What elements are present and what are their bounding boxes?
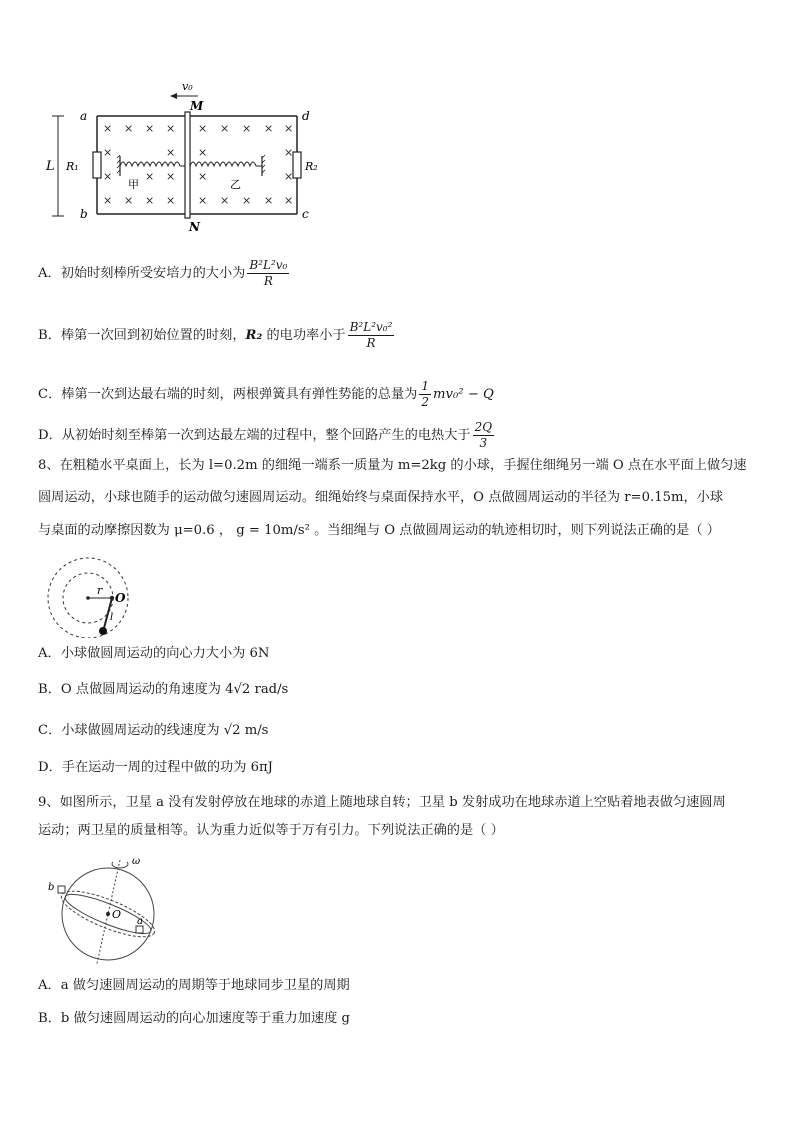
q9-stem-line2: 运动；两卫星的质量相等。认为重力近似等于万有引力。下列说法正确的是（ ） xyxy=(38,823,504,838)
q9-option-b: B．b 做匀速圆周运动的向心加速度等于重力加速度 g xyxy=(38,1011,350,1026)
spring-jia xyxy=(120,162,185,166)
circuit-figure xyxy=(40,76,330,236)
svg-text:×: × xyxy=(284,146,294,159)
svg-text:×: × xyxy=(103,122,113,135)
svg-text:b: b xyxy=(48,882,55,893)
svg-text:M: M xyxy=(190,99,204,113)
svg-text:×: × xyxy=(264,194,274,207)
ball xyxy=(99,627,107,635)
svg-text:O: O xyxy=(115,591,126,605)
svg-text:×: × xyxy=(264,122,274,135)
svg-text:l: l xyxy=(110,612,114,623)
satellite-b xyxy=(58,886,65,893)
svg-text:×: × xyxy=(166,146,176,159)
svg-text:r: r xyxy=(97,584,103,597)
svg-text:×: × xyxy=(284,194,294,207)
q8-stem-line2: 圆周运动，小球也随手的运动做匀速圆周运动。细绳始终与桌面保持水平，O 点做圆周运动的半径为 r=0.15m，小球 xyxy=(38,490,724,505)
svg-text:×: × xyxy=(198,194,208,207)
rod-mn xyxy=(185,112,190,218)
svg-text:×: × xyxy=(166,194,176,207)
q9-option-a: A．a 做匀速圆周运动的周期等于地球同步卫星的周期 xyxy=(38,978,350,993)
svg-text:×: × xyxy=(220,194,230,207)
svg-text:R₂: R₂ xyxy=(305,160,318,173)
svg-text:×: × xyxy=(242,194,252,207)
svg-text:a: a xyxy=(137,916,143,927)
svg-text:d: d xyxy=(302,109,310,123)
svg-text:×: × xyxy=(198,122,208,135)
resistor-r2 xyxy=(293,152,301,178)
q8-option-b: B．O 点做圆周运动的角速度为 4√2 rad/s xyxy=(38,682,289,697)
svg-text:×: × xyxy=(166,122,176,135)
q7-option-a: A．初始时刻棒所受安培力的大小为 $\frac{\text{B²L²v₀}}{R}$ xyxy=(38,258,288,288)
svg-text:×: × xyxy=(124,194,134,207)
svg-text:×: × xyxy=(198,146,208,159)
svg-text:甲: 甲 xyxy=(128,178,139,191)
label-L: L xyxy=(46,159,55,174)
svg-text:×: × xyxy=(284,170,294,183)
svg-text:O: O xyxy=(112,908,122,921)
q7-option-c: C．棒第一次到达最右端的时刻，两根弹簧具有弹性势能的总量为 $\frac{1}{2}$ mv₀² − Q xyxy=(38,379,494,409)
q9-stem-line1: 9、如图所示，卫星 a 没有发射停放在地球的赤道上随地球自转；卫星 b 发射成功在地球赤道上空贴着地表做匀速圆周 xyxy=(38,795,726,810)
q8-stem-line3: 与桌面的动摩擦因数为 μ=0.6 ， g = 10m/s² 。当细绳与 O 点做圆周运动的轨迹相切时，则下列说法正确的是（ ） xyxy=(38,523,720,538)
svg-text:×: × xyxy=(124,122,134,135)
q7-option-d: D．从初始时刻至棒第一次到达最左端的过程中，整个回路产生的电热大于 $\frac{2Q}{3}$ xyxy=(38,420,493,450)
svg-text:×: × xyxy=(145,194,155,207)
svg-text:×: × xyxy=(103,170,113,183)
svg-text:b: b xyxy=(80,207,88,221)
svg-text:×: × xyxy=(103,194,113,207)
q8-stem-line1: 8、在粗糙水平桌面上，长为 l=0.2m 的细绳一端系一质量为 m=2kg 的小球，手握住细绳另一端 O 点在水平面上做匀速 xyxy=(38,458,747,473)
svg-text:×: × xyxy=(220,122,230,135)
resistor-r1 xyxy=(93,152,101,178)
svg-text:×: × xyxy=(198,170,208,183)
svg-text:N: N xyxy=(189,220,200,234)
svg-text:v₀: v₀ xyxy=(182,80,193,93)
q8-circle-figure xyxy=(42,554,132,638)
q8-option-c: C．小球做圆周运动的线速度为 √2 m/s xyxy=(38,723,269,738)
q8-option-d: D．手在运动一周的过程中做的功为 6πJ xyxy=(38,760,273,775)
q9-earth-figure xyxy=(40,852,170,964)
svg-text:×: × xyxy=(166,170,176,183)
q8-option-a: A．小球做圆周运动的向心力大小为 6N xyxy=(38,646,270,661)
svg-text:乙: 乙 xyxy=(230,178,241,191)
svg-text:a: a xyxy=(80,109,88,123)
svg-text:×: × xyxy=(145,122,155,135)
q7-option-b: B．棒第一次回到初始位置的时刻，R₂ 的电功率小于 $\frac{\text{B²L²v₀²}}{R}$ xyxy=(38,320,393,350)
svg-text:R₁: R₁ xyxy=(66,160,79,173)
svg-text:×: × xyxy=(242,122,252,135)
satellite-a xyxy=(136,926,143,933)
spring-yi xyxy=(190,162,262,166)
svg-text:×: × xyxy=(145,170,155,183)
svg-text:c: c xyxy=(302,207,309,221)
svg-text:ω: ω xyxy=(132,856,141,867)
svg-text:×: × xyxy=(284,122,294,135)
svg-text:×: × xyxy=(103,146,113,159)
